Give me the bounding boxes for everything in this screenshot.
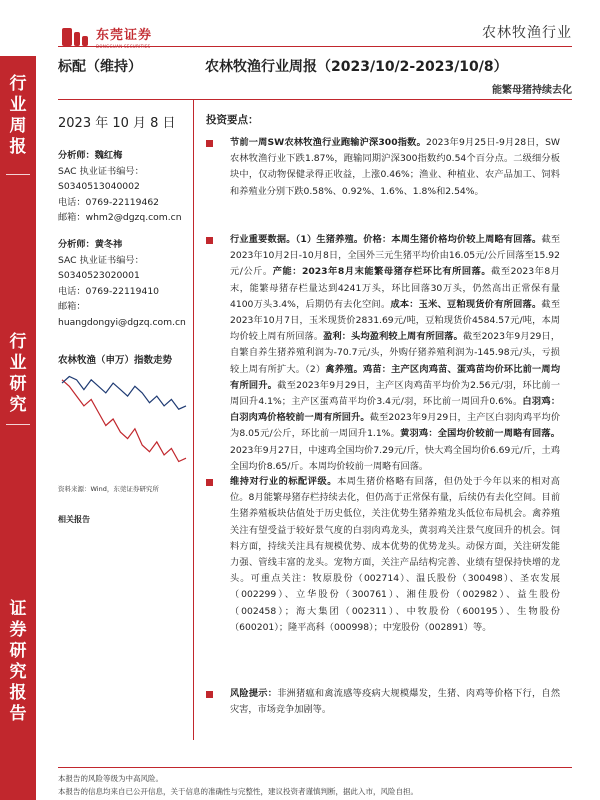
- analyst-email[interactable]: whm2@dgzq.com.cn: [85, 212, 182, 223]
- analyst-phone: 电话：0769-22119410: [58, 285, 160, 297]
- analyst-cert-label: SAC 执业证书编号：: [58, 165, 144, 177]
- bullet-icon: [206, 479, 213, 486]
- analyst-info: [58, 148, 193, 226]
- bullet-icon: [206, 237, 213, 244]
- key-point-text: 节前一周SW农林牧渔行业跑输沪深300指数。2023年9月25日-9月28日，SW农林牧渔行业下跌1.87%，跑输同期沪深300指数约0.54个百分点。二级细分板块中，仅动物保健录得正收益，上涨0.46%；渔业、种植业、农产品加工、饲料和养殖业分别下跌0.58%、0.92%、1.6%、1.8%和2.54%。: [230, 137, 561, 197]
- left-sidebar: [0, 56, 36, 800]
- disclaimer: [58, 772, 418, 798]
- industry-label: 农林牧渔行业: [482, 25, 572, 41]
- index-chart-svg: [58, 364, 190, 474]
- analyst-name: 分析师：黄冬祎: [58, 239, 123, 250]
- disclaimer-text: 本报告的信息均来自已公开信息，关于信息的准确性与完整性，建议投资者谨慎判断，据此入市，风险自担。: [58, 787, 418, 796]
- key-points-heading: 投资要点：: [206, 114, 259, 126]
- rating: 标配（维持）: [58, 59, 142, 75]
- report-title: 农林牧渔行业周报（2023/10/2-2023/10/8）: [205, 59, 508, 75]
- analyst-cert: S0340523020001: [58, 270, 140, 281]
- key-point: [206, 232, 560, 475]
- analyst-email[interactable]: huangdongyi@dgzq.com.cn: [58, 316, 186, 328]
- column-divider: [193, 100, 194, 740]
- sidebar-tab-weekly: 行 业 周 报: [9, 74, 27, 157]
- title-rule: [58, 99, 572, 100]
- header-rule: [58, 46, 572, 47]
- key-point-text: 风险提示：非洲猪瘟和禽流感等疫病大规模爆发，生猪、肉鸡等价格下行，自然灾害，市场竞争加剧等。: [230, 688, 561, 716]
- key-point: [206, 686, 560, 718]
- key-point: [206, 135, 560, 200]
- chart-series-line-2: [62, 377, 186, 410]
- index-chart: [58, 364, 190, 474]
- logo-name-en: DONGGUAN SECURITIES: [96, 44, 151, 49]
- sidebar-divider: [6, 424, 30, 425]
- key-point-text: 维持对行业的标配评级。本周生猪价格略有回落，但仍处于今年以来的相对高位。8月能繁母猪存栏持续去化，但仍高于正常保有量，后续仍有去化空间。目前生猪养殖板块估值处于历史低位，关注优势生猪养殖龙头低位布局机会。禽养殖关注有望受益于较好景气度的白羽肉鸡龙头，黄羽鸡关注景气度回升的机会。饲料方面，持续关注具有规模优势、成本优势的优势龙头。动保方面，关注研发能力强、管线丰富的龙头。宠物方面，关注产品结构完善、业绩有望保持快增的龙头。可重点关注：牧原股份（002714）、温氏股份（300498）、圣农发展（002299）、立华股份（300761）、湘佳股份（002982）、益生股份（002458）；海大集团（002311）、中牧股份（600195）、生物股份（600201）；隆平高科（000998）；中宠股份（002891）等。: [230, 476, 560, 633]
- analyst-email-label: 邮箱：: [58, 212, 86, 223]
- footer-rule: [58, 767, 572, 768]
- related-reports-label: 相关报告: [58, 515, 90, 524]
- logo-icon: [62, 26, 90, 48]
- sidebar-divider: [6, 174, 30, 175]
- analyst-info: [58, 237, 193, 330]
- report-subtitle: 能繁母猪持续去化: [492, 85, 572, 96]
- risk-level-note: 本报告的风险等级为中高风险。: [58, 774, 163, 783]
- chart-source: 资料来源：Wind，东莞证券研究所: [58, 485, 159, 493]
- chart-title: 农林牧渔（申万）指数走势: [58, 355, 173, 366]
- analyst-name: 分析师：魏红梅: [58, 150, 123, 161]
- bullet-icon: [206, 691, 213, 698]
- analyst-cert-label: SAC 执业证书编号：: [58, 254, 144, 266]
- bullet-icon: [206, 140, 213, 147]
- key-point-text: 行业重要数据。（1）生猪养殖。价格：本周生猪价格均价较上周略有回落。截至2023年10月2日-10月8日，全国外三元生猪平均价由16.05元/公斤回落至15.92元/公斤。产能：2023年8月末能繁母猪存栏环比有所回落。截至2023年8月末，能繁母猪存栏量达到4241万头，环比回落30万头，仍然高出正常保有量4100万头3.4%，后期仍有去化空间。成本：玉米、豆粕现货价有所回落。截至2023年10月7日，玉米现货价2831.69元/吨，豆粕现货价4584.57元/吨，本周均价较上周有所回落。盈利：头均盈利较上周有所回落。截至2023年9月29日，自繁自养生猪养殖利润为-70.7元/头，外购仔猪养殖利润为-145.98元/头，亏损较上周有所扩大。（2）禽养殖。鸡苗：主产区肉鸡苗、蛋鸡苗均价环比前一周均有所回升。截至2023年9月29日，主产区肉鸡苗平均价为2.56元/羽，环比前一周回升4.1%；主产区蛋鸡苗平均价3.4元/羽，环比前一周回升0.6%。白羽鸡：白羽肉鸡价格较前一周有所回升。截至2023年9月29日，主产区白羽肉鸡平均价为8.05元/公斤，环比前一周回升1.1%。黄羽鸡：全国均价较前一周略有回落。2023年9月27日，中速鸡全国均价7.29元/斤，快大鸡全国均价6.69元/斤，土鸡全国均价8.65/斤。本周均价较前一周略有回落。: [230, 234, 561, 472]
- logo-name-cn: 东莞证券: [96, 28, 153, 43]
- analyst-cert: S0340513040002: [58, 181, 140, 192]
- sidebar-tab-securities-report: 证 券 研 究 报 告: [9, 599, 27, 724]
- report-date: 2023 年 10 月 8 日: [58, 116, 176, 131]
- analyst-email-label: 邮箱：: [58, 301, 86, 312]
- sidebar-tab-research: 行 业 研 究: [9, 332, 27, 415]
- analyst-phone: 电话：0769-22119462: [58, 196, 160, 208]
- key-point: [206, 474, 560, 636]
